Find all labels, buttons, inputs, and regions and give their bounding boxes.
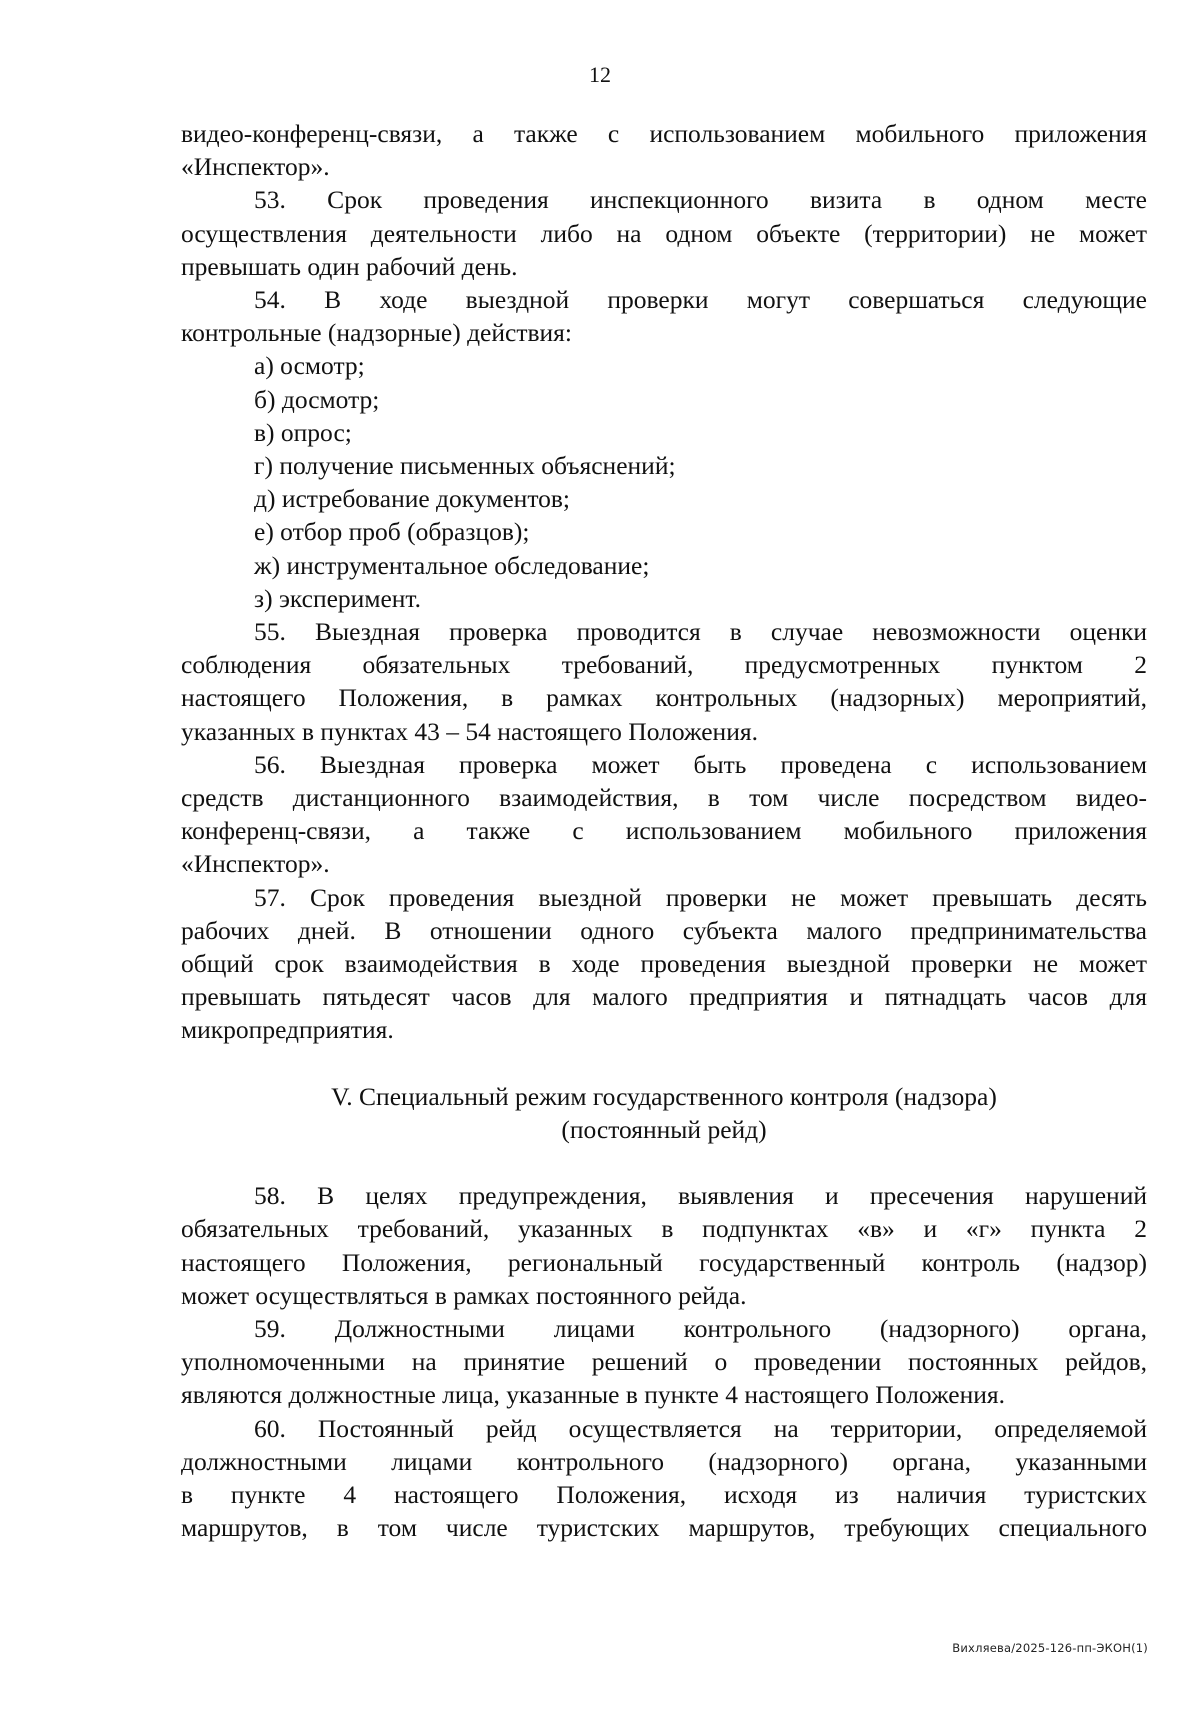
line: контрольные (надзорные) действия: — [181, 318, 572, 348]
line: 58. В целях предупреждения, выявления и пресечения нарушений — [254, 1181, 1147, 1211]
line: 57. Срок проведения выездной проверки не может превышать десять — [254, 882, 1147, 912]
paragraph-56 — [181, 781, 1147, 814]
line: являются должностные лица, указанные в пункте 4 настоящего Положения. — [181, 1380, 1005, 1410]
paragraph-58 — [181, 1246, 1147, 1279]
paragraph-56 — [181, 847, 1147, 880]
paragraph-55 — [181, 681, 1147, 714]
line: «Инспектор». — [181, 152, 330, 182]
paragraph-58 — [181, 1279, 1147, 1312]
list-item: а) осмотр; — [254, 351, 365, 381]
paragraph-59 — [181, 1345, 1147, 1378]
line: 54. В ходе выездной проверки могут совершаться следующие — [254, 285, 1147, 315]
paragraph-continuation — [181, 117, 1147, 150]
line: превышать пятьдесят часов для малого предприятия и пятнадцать часов для — [181, 982, 1147, 1012]
line: превышать один рабочий день. — [181, 251, 518, 281]
list-item: д) истребование документов; — [254, 484, 571, 514]
line: обязательных требований, указанных в подпунктах «в» и «г» пункта 2 — [181, 1214, 1147, 1244]
section-title — [181, 1080, 1147, 1146]
paragraph-58 — [181, 1179, 1147, 1212]
paragraph-55 — [181, 715, 1147, 748]
paragraph-54 — [181, 316, 1147, 349]
line: рабочих дней. В отношении одного субъекта малого предпринимательства — [181, 915, 1147, 945]
paragraph-60 — [181, 1478, 1147, 1511]
paragraph-53 — [181, 183, 1147, 216]
list-item: е) отбор проб (образцов); — [254, 517, 530, 547]
paragraph-57 — [181, 881, 1147, 914]
line: маршрутов, в том числе туристских маршрутов, требующих специального — [181, 1513, 1147, 1543]
list-item: г) получение письменных объяснений; — [254, 451, 676, 481]
paragraph-continuation-end — [181, 150, 1147, 183]
line: микропредприятия. — [181, 1015, 394, 1045]
section-title-line: V. Специальный режим государственного контроля (надзора) — [331, 1081, 997, 1111]
line: настоящего Положения, региональный государственный контроль (надзор) — [181, 1247, 1147, 1277]
list-item: в) опрос; — [254, 417, 352, 447]
line: 55. Выездная проверка проводится в случае невозможности оценки — [254, 617, 1147, 647]
list-item: з) эксперимент. — [254, 583, 422, 613]
paragraph-60 — [181, 1511, 1147, 1544]
paragraph-57 — [181, 980, 1147, 1013]
page-number: 12 — [589, 62, 611, 87]
section-title-line: (постоянный рейд) — [561, 1114, 767, 1144]
line: может осуществляться в рамках постоянного рейда. — [181, 1280, 747, 1310]
line: 53. Срок проведения инспекционного визита в одном месте — [254, 185, 1147, 215]
paragraph-56 — [181, 748, 1147, 781]
line: осуществления деятельности либо на одном объекте (территории) не может — [181, 218, 1147, 248]
list-item: ж) инструментальное обследование; — [254, 550, 650, 580]
paragraph-57 — [181, 914, 1147, 947]
document-code: Вихляева/2025-126-пп-ЭКОН(1) — [952, 1641, 1148, 1655]
line: настоящего Положения, в рамках контрольных (надзорных) мероприятий, — [181, 683, 1147, 713]
paragraph-53 — [181, 250, 1147, 283]
document-body — [181, 117, 1147, 1544]
line: 60. Постоянный рейд осуществляется на территории, определяемой — [254, 1413, 1147, 1443]
paragraph-59 — [181, 1312, 1147, 1345]
line: указанных в пунктах 43 – 54 настоящего Положения. — [181, 716, 758, 746]
line: в пункте 4 настоящего Положения, исходя из наличия туристских — [181, 1479, 1147, 1509]
line: общий срок взаимодействия в ходе проведения выездной проверки не может — [181, 949, 1147, 979]
paragraph-60 — [181, 1445, 1147, 1478]
line: 59. Должностными лицами контрольного (надзорного) органа, — [254, 1313, 1147, 1343]
paragraph-53 — [181, 217, 1147, 250]
line: «Инспектор». — [181, 849, 330, 879]
paragraph-57 — [181, 947, 1147, 980]
line: уполномоченными на принятие решений о проведении постоянных рейдов, — [181, 1347, 1147, 1377]
paragraph-54 — [181, 283, 1147, 316]
line: должностными лицами контрольного (надзорного) органа, указанными — [181, 1446, 1147, 1476]
paragraph-55 — [181, 648, 1147, 681]
line: видео-конференц-связи, а также с использованием мобильного приложения — [181, 119, 1147, 148]
paragraph-56 — [181, 814, 1147, 847]
paragraph-55 — [181, 615, 1147, 648]
paragraph-58 — [181, 1212, 1147, 1245]
line: средств дистанционного взаимодействия, в том числе посредством видео- — [181, 783, 1147, 813]
list-item: б) досмотр; — [254, 384, 380, 414]
line: 56. Выездная проверка может быть проведена с использованием — [254, 749, 1147, 779]
paragraph-60 — [181, 1412, 1147, 1445]
line: соблюдения обязательных требований, предусмотренных пунктом 2 — [181, 650, 1147, 680]
line: конференц-связи, а также с использованием мобильного приложения — [181, 816, 1147, 846]
paragraph-57 — [181, 1013, 1147, 1046]
paragraph-59 — [181, 1378, 1147, 1411]
